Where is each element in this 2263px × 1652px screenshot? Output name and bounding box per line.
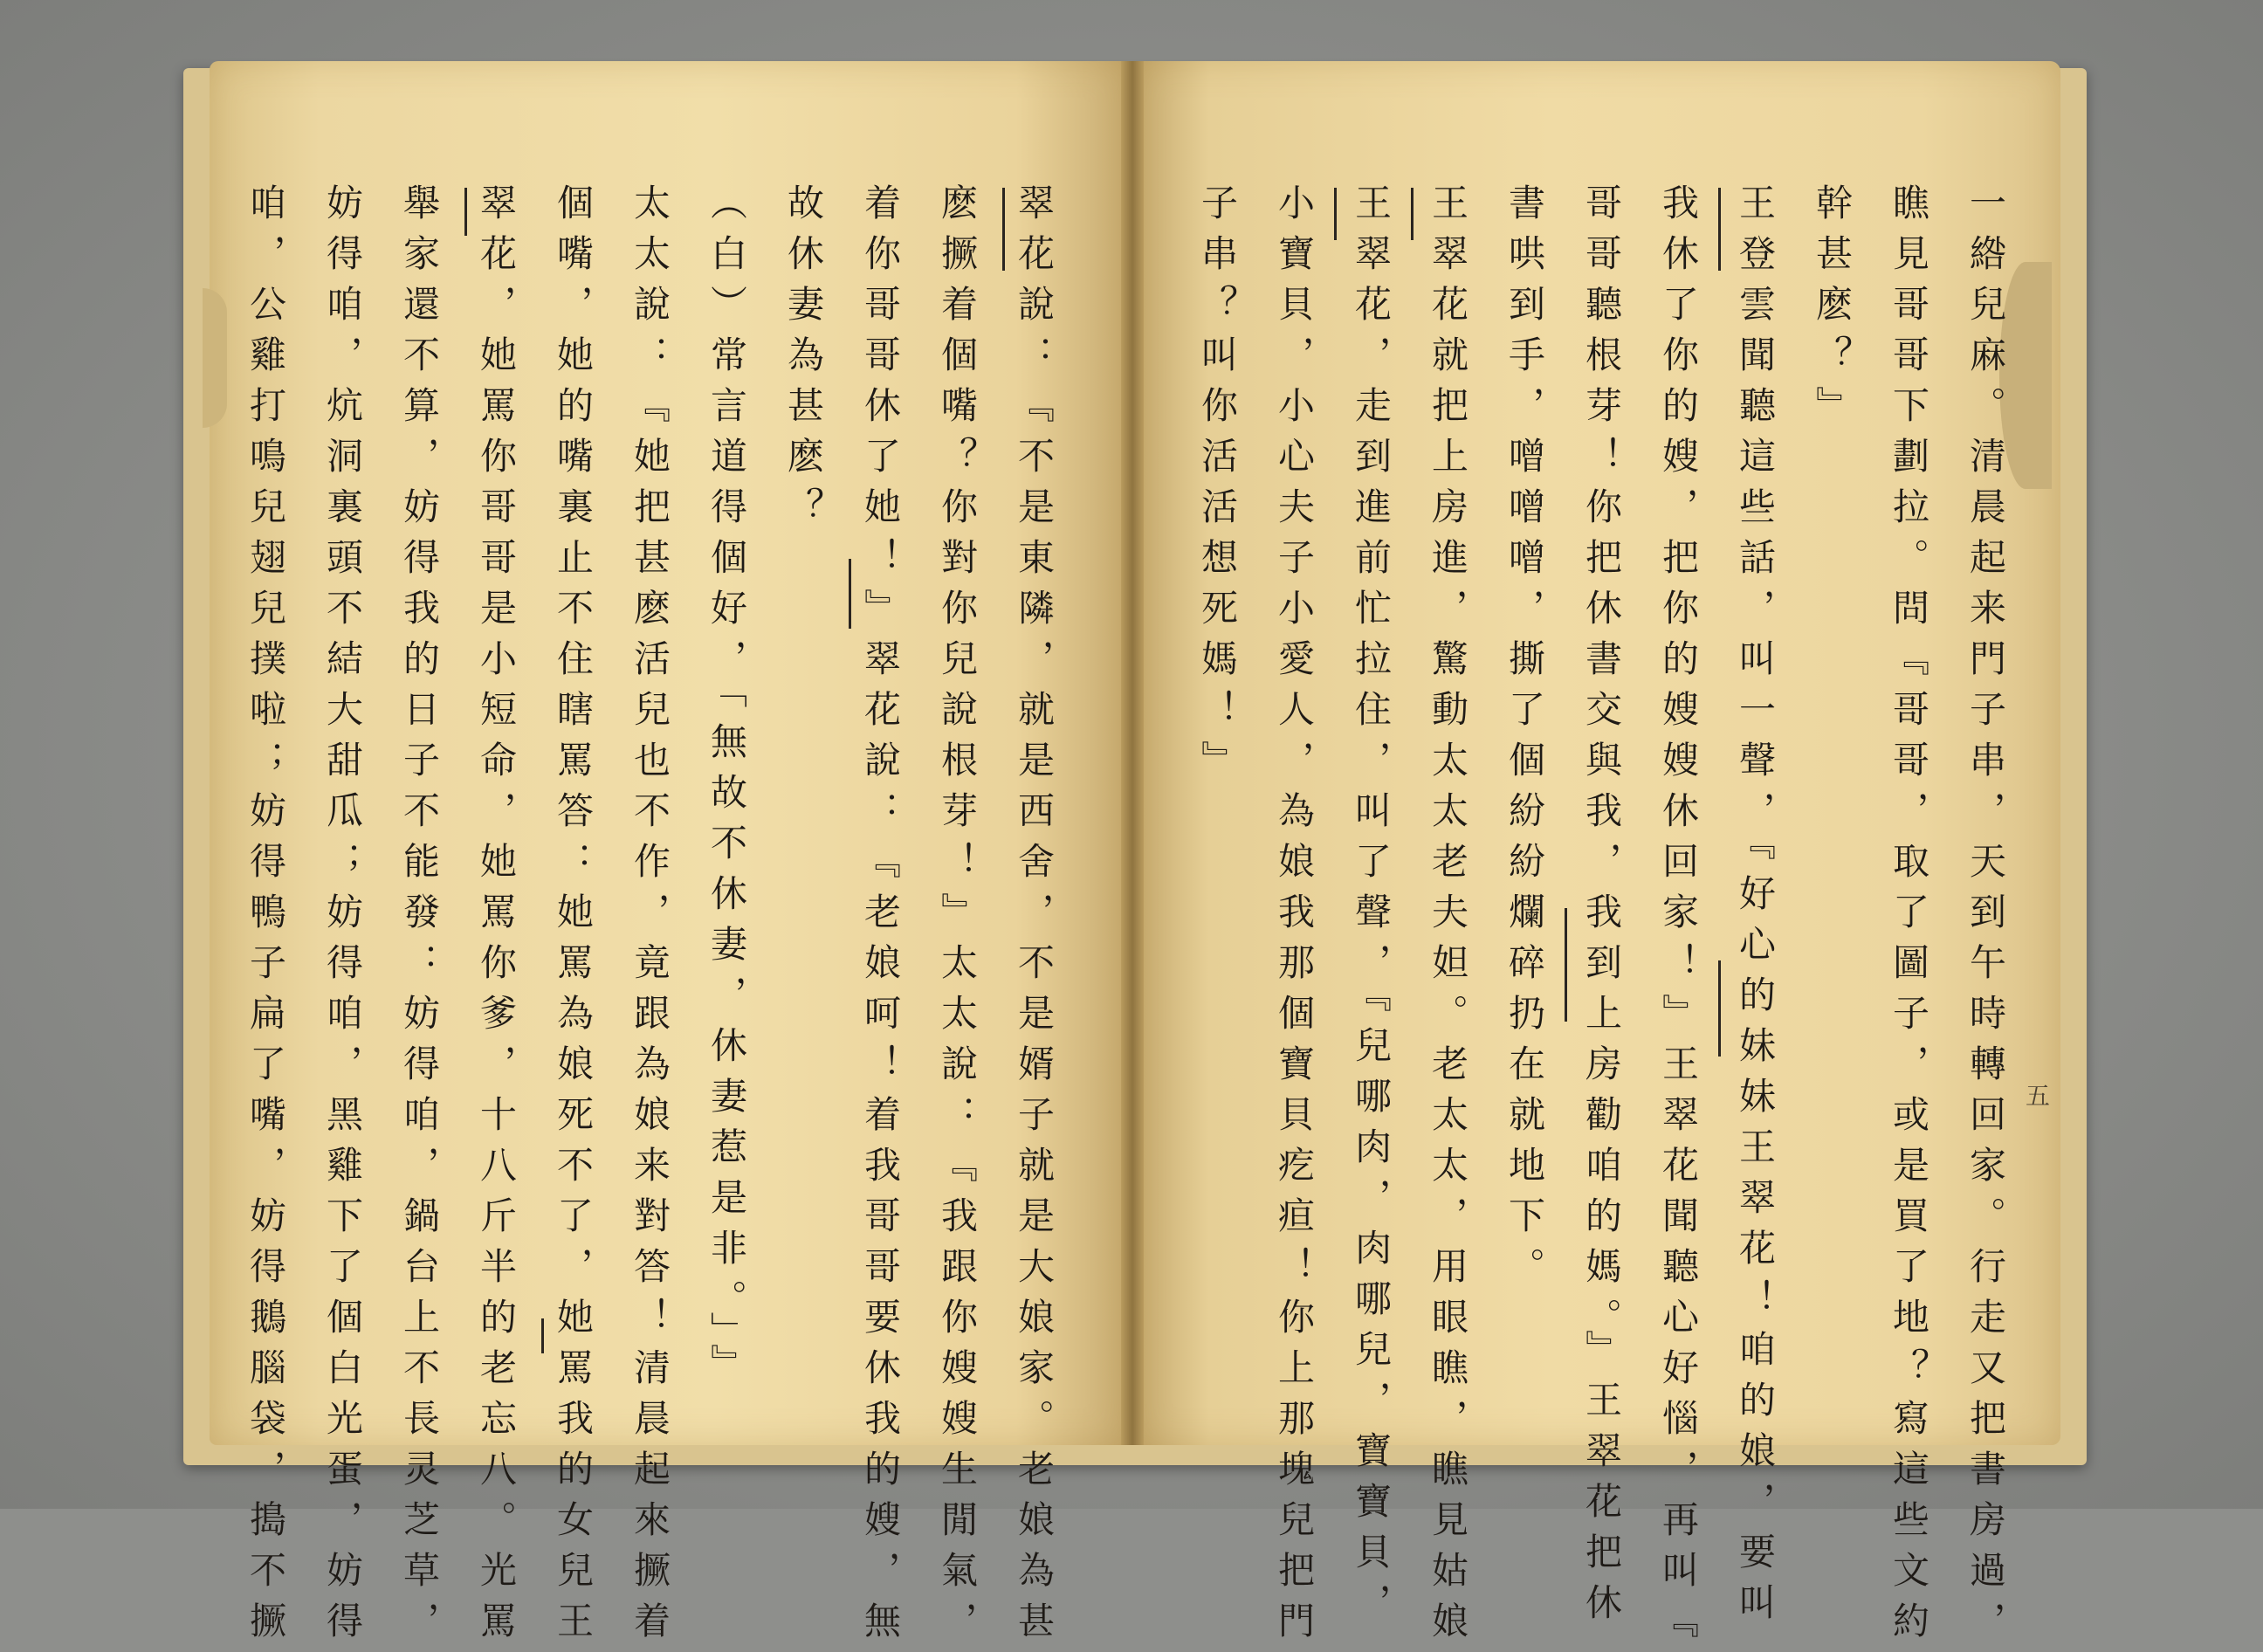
text-column: （白）常言道得個好，「無故不休妻，休妻惹是非。」』 [705,183,748,1394]
text-column: 妨得咱，炕洞裏頭不結大甜瓜；妨得咱，黑雞下了個白光蛋，妨得 [321,183,364,1652]
page-number: 五 [2022,1083,2051,1107]
speaker-marker [1334,188,1337,240]
text-column: 一綹兒麻。清晨起来門子串，天到午時轉回家。行走又把書房過， [1964,183,2007,1652]
text-column: 子串？叫你活活想死媽！』 [1196,183,1239,791]
speaker-marker [1002,188,1005,271]
text-column: 着你哥哥休了她！』翠花說：『老娘呵！着我哥哥要休我的嫂，無 [859,183,902,1652]
torn-edge-left [203,288,227,428]
speaker-marker [849,559,851,629]
speaker-marker [1565,908,1567,1022]
speaker-marker [1718,960,1721,1057]
text-column: 王翠花，走到進前忙拉住，叫了聲，『兒哪肉，肉哪兒，寶寶貝， [1350,183,1393,1634]
speaker-marker [464,188,467,236]
speaker-marker [541,1318,544,1353]
speaker-marker [1718,188,1721,271]
text-column: 小寶貝，小心夫子小愛人，為娘我那個寶貝疙疸！你上那塊兒把門 [1273,183,1316,1652]
text-column: 故休妻為甚麽？ [782,183,825,538]
text-column: 麽撅着個嘴？你對你兒說根芽！』太太說：『我跟你嫂嫂生閒氣， [936,183,979,1652]
text-column: 舉家還不算，妨得我的日子不能發：妨得咱，鍋台上不長灵芝草， [398,183,441,1652]
text-column: 瞧見哥哥下劃拉。問『哥哥，取了圖子，或是買了地？寫這些文約 [1888,183,1930,1652]
text-column: 翠花，她罵你哥哥是小短命，她罵你爹，十八斤半的老忘八。光罵 [475,183,518,1652]
text-column: 咱，公雞打鳴兒翅兒撲啦；妨得鴨子扁了嘴，妨得鵝腦袋，搗不撅 [244,183,287,1652]
book-spine [1121,61,1144,1445]
text-column: 個嘴，她的嘴裏止不住瞎罵答：她罵為娘死不了，她罵我的女兒王 [552,183,595,1652]
text-column: 翠花說：『不是東隣，就是西舍，不是婿子就是大娘家。老娘為甚 [1013,183,1056,1652]
text-column: 幹甚麽？』 [1811,183,1854,437]
text-column: 王翠花就把上房進，驚動太太老夫妲。老太太，用眼瞧，瞧見姑娘 [1427,183,1469,1652]
text-column: 哥哥聽根芽！你把休書交與我，我到上房勸咱的媽。』王翠花把休 [1580,183,1623,1634]
text-column: 王登雲聞聽這些話，叫一聲，『好心的妹妹王翠花！咱的娘，要叫 [1734,183,1777,1634]
speaker-marker [1411,188,1414,240]
text-column: 我休了你的嫂，把你的嫂嫂休回家！』王翠花聞聽心好惱，再叫『 [1657,183,1700,1652]
text-column: 太太說：『她把甚麽活兒也不作，竟跟為娘来對答！清晨起來撅着 [629,183,671,1652]
text-column: 書哄到手，噌噌噌，撕了個紛紛爛碎扔在就地下。 [1503,183,1546,1298]
